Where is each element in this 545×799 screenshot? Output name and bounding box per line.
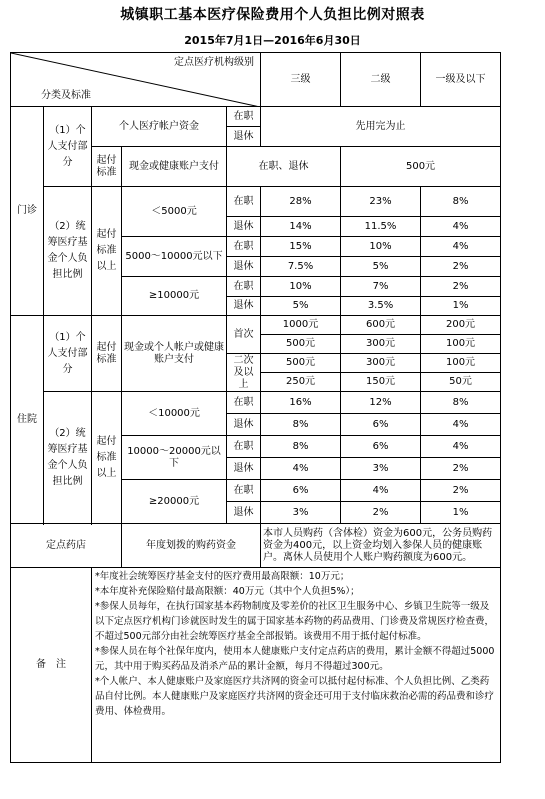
rate-cell: 2% [421,458,501,480]
inpatient-pool-part: （2）统筹医疗基金个人负担比例 [44,392,92,524]
institution-level-label: 定点医疗机构级别 [174,57,255,68]
status-employed: 在职 [227,277,261,297]
category-label: 分类及标准 [41,90,91,101]
rate-cell: 4% [341,480,421,502]
status-employed: 在职 [227,480,261,502]
deductible-amount: 50元 [421,373,501,392]
outpatient-above-deductible: 起付标准以上 [92,187,122,316]
rate-cell: 14% [261,217,341,237]
rate-cell: 10% [341,237,421,257]
remark-item: *参保人员在每个社保年度内，使用本人健康账户支付定点药店的费用，累计金额不得超过5000元，其中用于购买药品及消杀产品的累计金额，每月不得超过300元。 [95,646,495,672]
deductible-label: 起付标准 [92,147,122,187]
status-employed: 在职 [227,107,261,127]
remark-item: *本年度补充保险赔付最高限额：40万元（其中个人负担5%）； [95,586,360,597]
remark-item: *年度社会统筹医疗基金支付的医疗费用最高限额：10万元； [95,571,350,582]
outpatient-band-label: ≥10000元 [122,277,227,316]
inpatient-personal-part: （1）个人支付部分 [44,316,92,392]
rate-cell: 16% [261,392,341,414]
deductible-label: 起付标准 [92,316,122,392]
status-employed: 在职 [227,392,261,414]
pharmacy-funds-label: 年度划拨的购药资金 [122,524,261,568]
outpatient-band-label: 5000～10000元以下 [122,237,227,277]
deductible-amount: 1000元 [261,316,341,335]
inpatient-label: 住院 [11,316,44,524]
status-retired: 退休 [227,414,261,436]
rate-cell: 2% [341,502,421,524]
rate-cell: 8% [261,414,341,436]
rate-cell: 6% [341,436,421,458]
first-admission-label: 首次 [227,316,261,354]
account-funds-label: 个人医疗帐户资金 [92,107,227,147]
deductible-amount: 200元 [421,316,501,335]
rate-cell: 28% [261,187,341,217]
deductible-amount: 150元 [341,373,421,392]
deductible-amount: 100元 [421,354,501,373]
status-retired: 退休 [227,257,261,277]
rate-cell: 4% [421,414,501,436]
rate-cell: 8% [421,187,501,217]
rate-cell: 8% [261,436,341,458]
date-range: 2015年7月1日—2016年6月30日 [184,34,361,47]
deductible-amount: 300元 [341,354,421,373]
deductible-amount: 250元 [261,373,341,392]
status-retired: 退休 [227,502,261,524]
rate-cell: 5% [261,297,341,316]
header-diagonal-cell [11,53,261,107]
page-title: 城镇职工基本医疗保险费用个人负担比例对照表 [120,7,425,23]
rate-cell: 8% [421,392,501,414]
status-retired: 退休 [227,127,261,147]
rate-cell: 3% [341,458,421,480]
remarks-label: 备 注 [11,568,92,763]
inpatient-band-label: ≥20000元 [122,480,227,524]
rate-cell: 2% [421,257,501,277]
rate-cell: 4% [261,458,341,480]
pharmacy-text: 本市人员购药（含体检）资金为600元，公务员购药资金为400元，以上资金均划入参保人员的健康账户。离休人员使用个人账户购药额度为600元。 [261,524,501,568]
inpatient-above-deductible: 起付标准以上 [92,392,122,524]
status-retired: 退休 [227,217,261,237]
status-retired: 退休 [227,297,261,316]
second-admission-label: 二次及以上 [227,354,261,392]
status-employed: 在职 [227,237,261,257]
deductible-amount: 500元 [261,354,341,373]
rate-cell: 7% [341,277,421,297]
level-primary: 一级及以下 [421,53,501,107]
used-up-first: 先用完为止 [261,107,501,147]
rate-cell: 3.5% [341,297,421,316]
cost-share-table [10,52,531,763]
inpatient-band-label: 10000～20000元以下 [122,436,227,480]
pharmacy-label: 定点药店 [11,524,122,568]
status-employed: 在职 [227,187,261,217]
rate-cell: 1% [421,502,501,524]
remark-item: *参保人员每年，在执行国家基本药物制度及零差价的社区卫生服务中心、乡镇卫生院等一级及以下定点医疗机构门诊就医时发生的属于国家基本药物的药品费用、门诊费及常规医疗检查费，不超过500元部分由社会统筹医疗基金全部报销。该费用不用于抵付起付标准。 [95,601,495,642]
rate-cell: 15% [261,237,341,257]
outpatient-band-label: ＜5000元 [122,187,227,237]
rate-cell: 6% [261,480,341,502]
status-employed: 在职 [227,436,261,458]
inpatient-band-label: ＜10000元 [122,392,227,436]
status-retired: 退休 [227,458,261,480]
level-secondary: 二级 [341,53,421,107]
rate-cell: 12% [341,392,421,414]
remark-item: *个人帐户、本人健康账户及家庭医疗共济网的资金可以抵付起付标准、个人负担比例、乙类药品自付比例。本人健康账户及家庭医疗共济网的资金还可用于支付临床救治必需的药品费和诊疗费用、体检费用。 [95,676,495,717]
rate-cell: 4% [421,436,501,458]
rate-cell: 4% [421,237,501,257]
employed-retired-label: 在职、退休 [227,147,341,187]
rate-cell: 3% [261,502,341,524]
outpatient-deductible-amount: 500元 [341,147,501,187]
rate-cell: 10% [261,277,341,297]
rate-cell: 5% [341,257,421,277]
rate-cell: 1% [421,297,501,316]
rate-cell: 11.5% [341,217,421,237]
deductible-amount: 600元 [341,316,421,335]
inpatient-pay-label: 现金或个人帐户或健康账户支付 [122,316,227,392]
rate-cell: 7.5% [261,257,341,277]
cash-account-label: 现金或健康账户支付 [122,147,227,187]
rate-cell: 4% [421,217,501,237]
rate-cell: 2% [421,277,501,297]
outpatient-pool-part: （2）统筹医疗基金个人负担比例 [44,187,92,316]
deductible-amount: 100元 [421,335,501,354]
level-tertiary: 三级 [261,53,341,107]
outpatient-label: 门诊 [11,107,44,316]
remarks-content [92,568,501,763]
header-row [11,53,531,107]
deductible-amount: 500元 [261,335,341,354]
outpatient-personal-part: （1）个人支付部分 [44,107,92,187]
rate-cell: 2% [421,480,501,502]
rate-cell: 6% [341,414,421,436]
rate-cell: 23% [341,187,421,217]
deductible-amount: 300元 [341,335,421,354]
